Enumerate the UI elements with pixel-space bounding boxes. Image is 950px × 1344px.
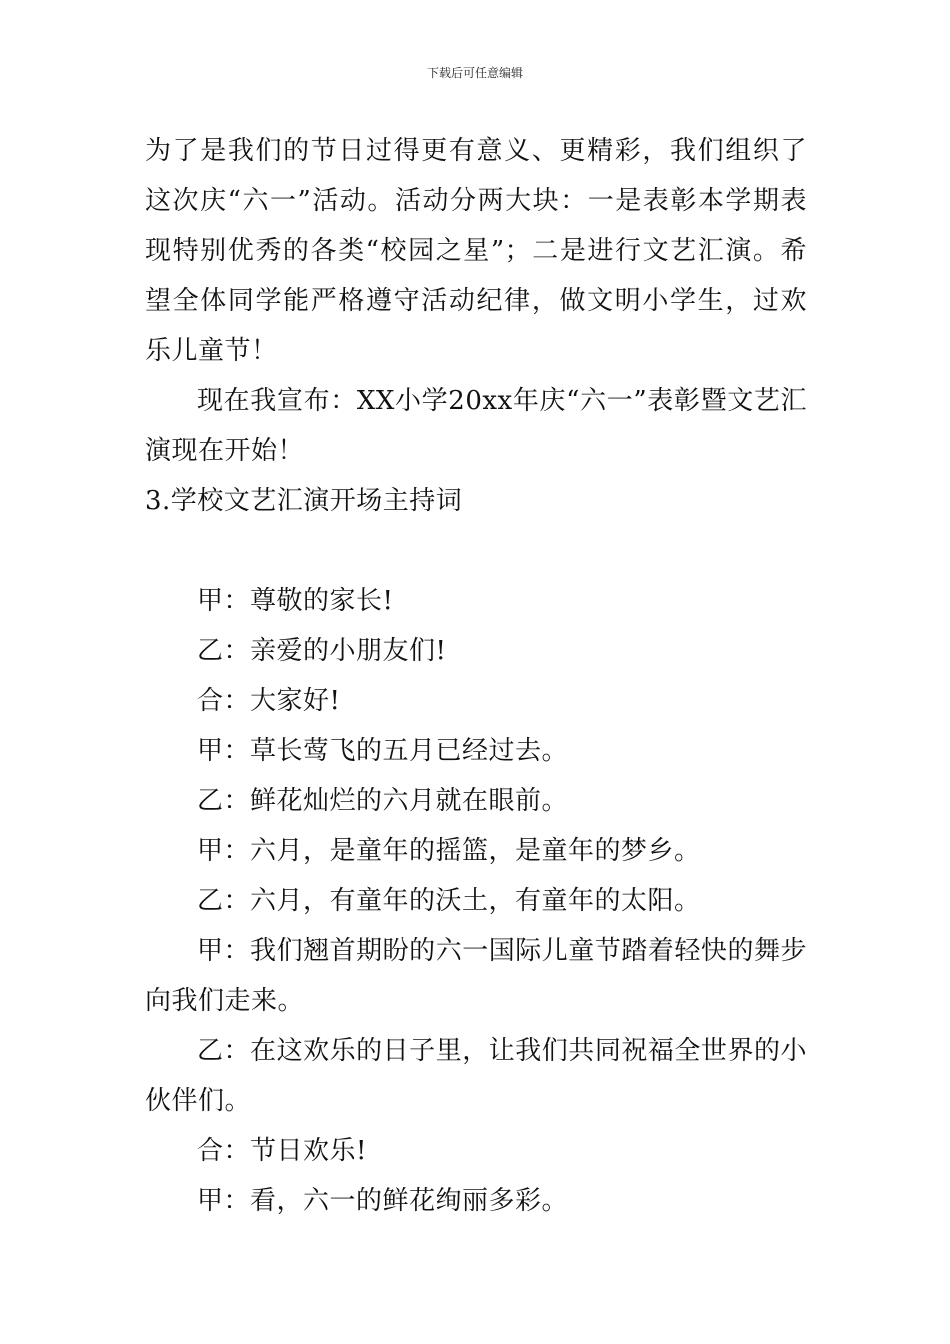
dialogue-line: 甲：我们翘首期盼的六一国际儿童节踏着轻快的舞步向我们走来。	[145, 936, 807, 1016]
dialogue-line: 甲：草长莺飞的五月已经过去。	[197, 736, 569, 766]
dialogue-line: 合：节日欢乐!	[197, 1136, 367, 1166]
blank-line	[145, 526, 807, 576]
dialogue-line: 乙：六月，有童年的沃土，有童年的太阳。	[197, 886, 701, 916]
dialogue-line: 合：大家好!	[197, 686, 341, 716]
dialogue-line: 乙：亲爱的小朋友们!	[197, 636, 447, 666]
dialogue-line: 乙：在这欢乐的日子里，让我们共同祝福全世界的小伙伴们。	[145, 1036, 807, 1116]
page-header-note: 下载后可任意编辑	[426, 66, 523, 80]
document-body	[145, 126, 807, 1226]
dialogue-line: 乙：鲜花灿烂的六月就在眼前。	[197, 786, 569, 816]
paragraph-intro: 为了是我们的节日过得更有意义、更精彩，我们组织了这次庆“六一”活动。活动分两大块：一是表彰本学期表现特别优秀的各类“校园之星”；二是进行文艺汇演。希望全体同学能严格遵守活动纪律，做文明小学生，过欢乐儿童节！	[145, 136, 807, 366]
dialogue-line: 甲：看，六一的鲜花绚丽多彩。	[197, 1186, 569, 1216]
dialogue-line: 甲：六月，是童年的摇篮，是童年的梦乡。	[197, 836, 701, 866]
paragraph-announcement: 现在我宣布：XX小学20xx年庆“六一”表彰暨文艺汇演现在开始！	[145, 386, 807, 466]
dialogue-line: 甲：尊敬的家长!	[197, 586, 394, 616]
section-heading: 3.学校文艺汇演开场主持词	[145, 486, 463, 516]
